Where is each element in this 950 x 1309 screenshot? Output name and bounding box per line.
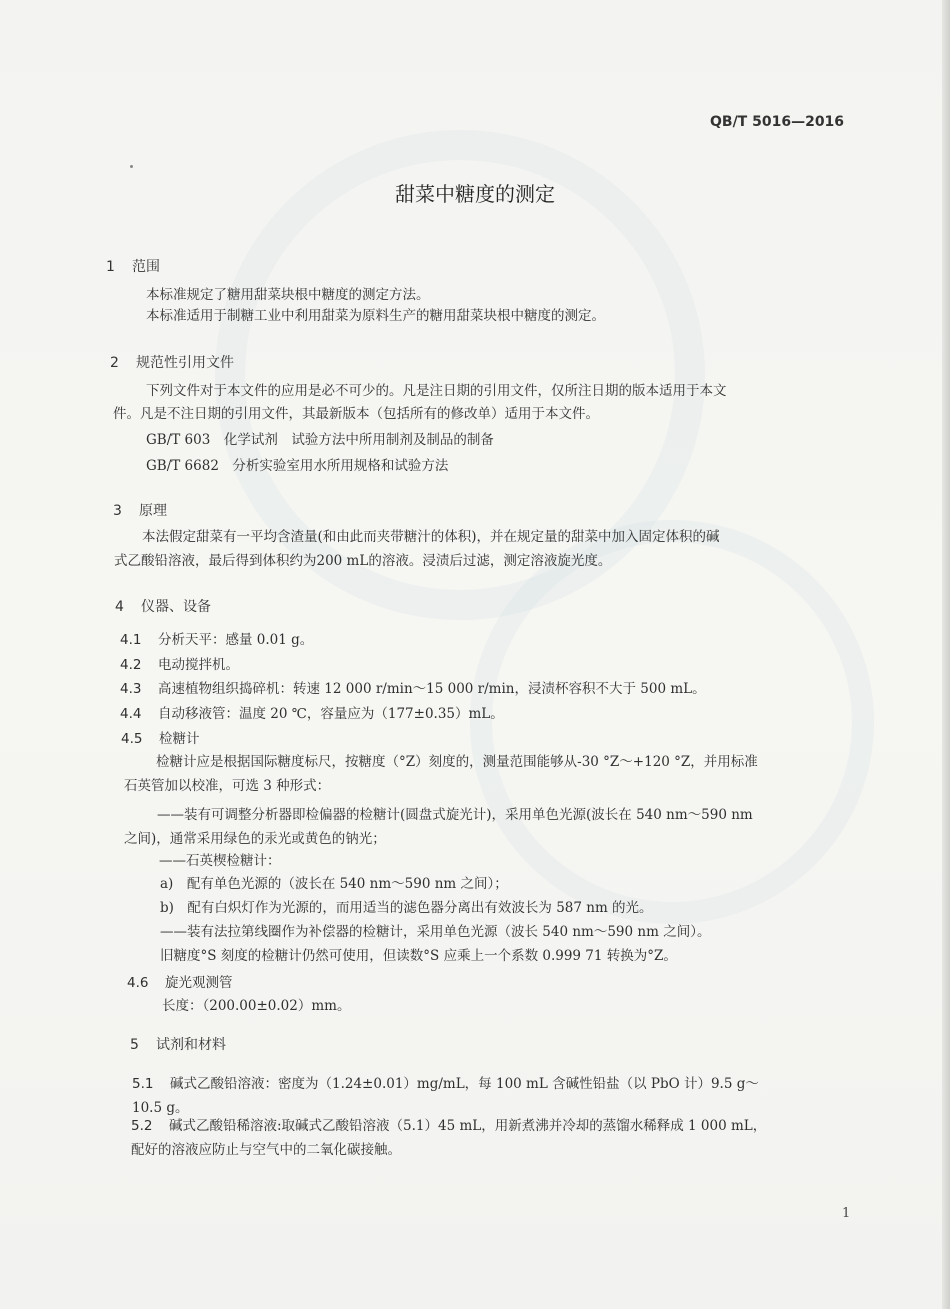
clause-5-2 [131,1116,766,1136]
section-number: 2 [110,355,119,371]
clause-4-5 [121,729,200,749]
section-title: 试剂和材料 [156,1037,226,1053]
clause-number: 4.2 [120,657,142,673]
section-heading-4 [115,596,211,616]
section-number: 1 [106,259,115,275]
clause-text: 旋光观测管 [165,975,233,991]
clause-4-4 [120,704,504,724]
clause-text: 碱式乙酸铅溶液：密度为（1.24±0.01）mg/mL，每 100 mL 含碱性铅盐（以 PbO 计）9.5 g～ [170,1076,759,1092]
clause-4-6 [127,973,233,993]
list-item-a: a) 配有单色光源的（波长在 540 nm～590 nm 之间）； [160,876,508,892]
section-number: 3 [113,503,122,519]
dash-item-continued: 之间)，通常采用绿色的汞光或黄色的钠光； [124,831,386,847]
standard-code: QB/T 5016—2016 [710,114,845,130]
paragraph: 检糖计应是根据国际糖度标尺，按糖度（°Z）刻度的，测量范围能够从-30 °Z～+120 °Z，并用标准 [156,754,758,770]
clause-4-1 [120,630,313,650]
page-title: 甜菜中糖度的测定 [395,182,555,206]
list-item-b: b) 配有白炽灯作为光源的，而用适当的滤色器分离出有效波长为 587 nm 的光。 [160,900,653,916]
clause-text: 分析天平：感量 0.01 g。 [158,632,314,648]
paragraph: 长度：（200.00±0.02）mm。 [162,998,351,1014]
section-title: 规范性引用文件 [136,355,234,371]
paragraph: 本标准规定了糖用甜菜块根中糖度的测定方法。 [146,287,430,303]
clause-number: 4.4 [120,706,142,722]
paragraph-continued: 件。凡是不注日期的引用文件，其最新版本（包括所有的修改单）适用于本文件。 [113,406,599,422]
paragraph-continued: 石英管加以校准，可选 3 种形式： [124,778,331,794]
paragraph: 本标准适用于制糖工业中利用甜菜为原料生产的糖用甜菜块根中糖度的测定。 [146,308,605,324]
section-heading-2 [110,352,234,372]
clause-text: 高速植物组织捣碎机：转速 12 000 r/min～15 000 r/min，浸渍杯容积不大于 500 mL。 [158,681,706,697]
scan-speck [130,165,133,168]
section-title: 仪器、设备 [141,599,211,615]
section-number: 4 [115,599,124,615]
dash-item: ——石英楔检糖计： [159,853,281,869]
section-title: 原理 [139,503,167,519]
clause-5-1 [132,1074,759,1094]
paragraph: 下列文件对于本文件的应用是必不可少的。凡是注日期的引用文件，仅所注日期的版本适用于本文 [146,383,727,399]
dash-item: ——装有法拉第线圈作为补偿器的检糖计，采用单色光源（波长 540 nm～590 nm 之间）。 [160,924,711,940]
clause-number: 5.2 [131,1118,153,1134]
clause-text: 碱式乙酸铅稀溶液:取碱式乙酸铅溶液（5.1）45 mL，用新煮沸并冷却的蒸馏水稀释成 1 000 mL， [169,1118,767,1134]
section-heading-1 [106,256,160,276]
page-number: 1 [842,1206,851,1221]
paragraph-continued: 配好的溶液应防止与空气中的二氧化碳接触。 [131,1142,401,1158]
clause-4-2 [120,655,239,675]
clause-number: 4.3 [120,681,142,697]
section-number: 5 [130,1037,139,1053]
paragraph-continued: 式乙酸铅溶液，最后得到体积约为200 mL的溶液。浸渍后过滤，测定溶液旋光度。 [114,553,612,569]
note-paragraph: 旧糖度°S 刻度的检糖计仍然可使用，但读数°S 应乘上一个系数 0.999 71 转换为°Z。 [160,948,677,964]
section-heading-5 [130,1034,226,1054]
clause-text: 检糖计 [159,731,200,747]
section-heading-3 [113,500,167,520]
watermark-seal-secondary [470,520,874,924]
clause-text: 电动搅拌机。 [158,657,239,673]
reference-item: GB/T 6682 分析实验室用水所用规格和试验方法 [146,458,449,474]
clause-4-3 [120,679,706,699]
reference-item: GB/T 603 化学试剂 试验方法中所用制剂及制品的制备 [146,432,494,448]
paragraph: 本法假定甜菜有一平均含渣量(和由此而夹带糖汁的体积)，并在规定量的甜菜中加入固定体积的碱 [142,529,720,545]
clause-number: 4.1 [120,632,142,648]
clause-number: 4.5 [121,731,143,747]
clause-number: 5.1 [132,1076,154,1092]
section-title: 范围 [132,259,160,275]
clause-text: 自动移液管：温度 20 ℃，容量应为（177±0.35）mL。 [158,706,504,722]
dash-item: ——装有可调整分析器即检偏器的检糖计(圆盘式旋光计)，采用单色光源(波长在 540 nm～590 nm [157,807,753,823]
clause-number: 4.6 [127,975,149,991]
paragraph-continued: 10.5 g。 [132,1100,189,1116]
